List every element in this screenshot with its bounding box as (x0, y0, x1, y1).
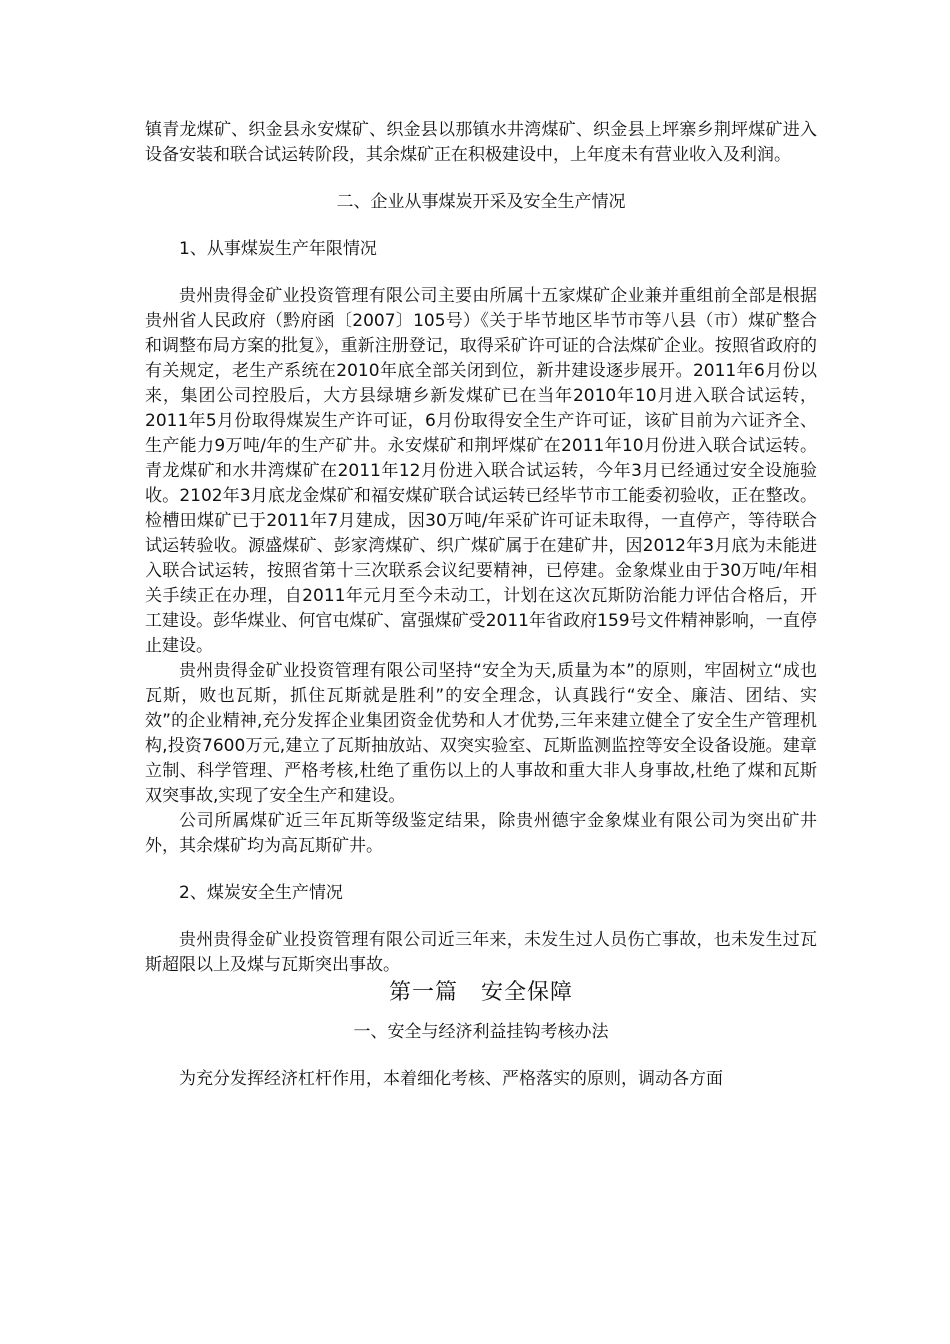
subheading-production-years: 1、从事煤炭生产年限情况 (179, 239, 377, 259)
paragraph-company-history: 贵州贵得金矿业投资管理有限公司主要由所属十五家煤矿企业兼并重组前全部是根据贵州省人民政府（黔府函〔2007〕105号）《关于毕节地区毕节市等八县（市）煤矿整合和调整布局方案的批复》，重新注册登记，取得采矿许可证的合法煤矿企业。按照省政府的有关规定，老生产系统在2010年底全部关闭到位，新井建设逐步展开。2011年6月份以来，集团公司控股后，大方县绿塘乡新发煤矿已在当年2010年10月进入联合试运转，2011年5月份取得煤炭生产许可证，6月份取得安全生产许可证，该矿目前为六证齐全、生产能力9万吨/年的生产矿井。永安煤矿和荆坪煤矿在2011年10月份进入联合试运转。青龙煤矿和水井湾煤矿在2011年12月份进入联合试运转，今年3月已经通过安全设施验收。2102年3月底龙金煤矿和福安煤矿联合试运转已经毕节市工能委初验收，正在整改。检槽田煤矿已于2011年7月建成，因30万吨/年采矿许可证未取得，一直停产，等待联合试运转验收。源盛煤矿、彭家湾煤矿、织广煤矿属于在建矿井，因2012年3月底为未能进入联合试运转，按照省第十三次联系会议纪要精神，已停建。金象煤业由于30万吨/年相关手续正在办理，自2011年元月至今未动工，计划在这次瓦斯防治能力评估合格后，开工建设。彭华煤业、何官屯煤矿、富强煤矿受2011年省政府159号文件精神影响，一直停止建设。 (145, 286, 817, 656)
document-page (145, 118, 817, 1092)
paragraph-assessment-intro: 为充分发挥经济杠杆作用，本着细化考核、严格落实的原则，调动各方面 (179, 1069, 723, 1089)
section-heading-assessment: 一、安全与经济利益挂钩考核办法 (353, 1022, 609, 1042)
paragraph-safety-principles: 贵州贵得金矿业投资管理有限公司坚持“安全为天,质量为本”的原则，牢固树立“成也瓦斯，败也瓦斯，抓住瓦斯就是胜利”的安全理念，认真践行“安全、廉洁、团结、实效”的企业精神,充分发挥企业集团资金优势和人才优势,三年来建立健全了安全生产管理机构,投资7600万元,建立了瓦斯抽放站、双突实验室、瓦斯监测监控等安全设备设施。建章立制、科学管理、严格考核,杜绝了重伤以上的人事故和重大非人身事故,杜绝了煤和瓦斯双突事故,实现了安全生产和建设。 (145, 661, 817, 806)
paragraph-no-accidents: 贵州贵得金矿业投资管理有限公司近三年来，未发生过人员伤亡事故，也未发生过瓦斯超限以上及煤与瓦斯突出事故。 (145, 930, 817, 975)
subheading-safety-production: 2、煤炭安全生产情况 (179, 883, 343, 903)
paragraph-continuation: 镇青龙煤矿、织金县永安煤矿、织金县以那镇水井湾煤矿、织金县上坪寨乡荆坪煤矿进入设备安装和联合试运转阶段，其余煤矿正在积极建设中，上年度未有营业收入及利润。 (145, 120, 817, 165)
section-heading-coal-mining-safety: 二、企业从事煤炭开采及安全生产情况 (336, 192, 626, 212)
part-title: 第一篇 安全保障 (388, 980, 573, 1005)
paragraph-gas-classification: 公司所属煤矿近三年瓦斯等级鉴定结果，除贵州德宇金象煤业有限公司为突出矿井外，其余煤矿均为高瓦斯矿井。 (145, 811, 817, 856)
